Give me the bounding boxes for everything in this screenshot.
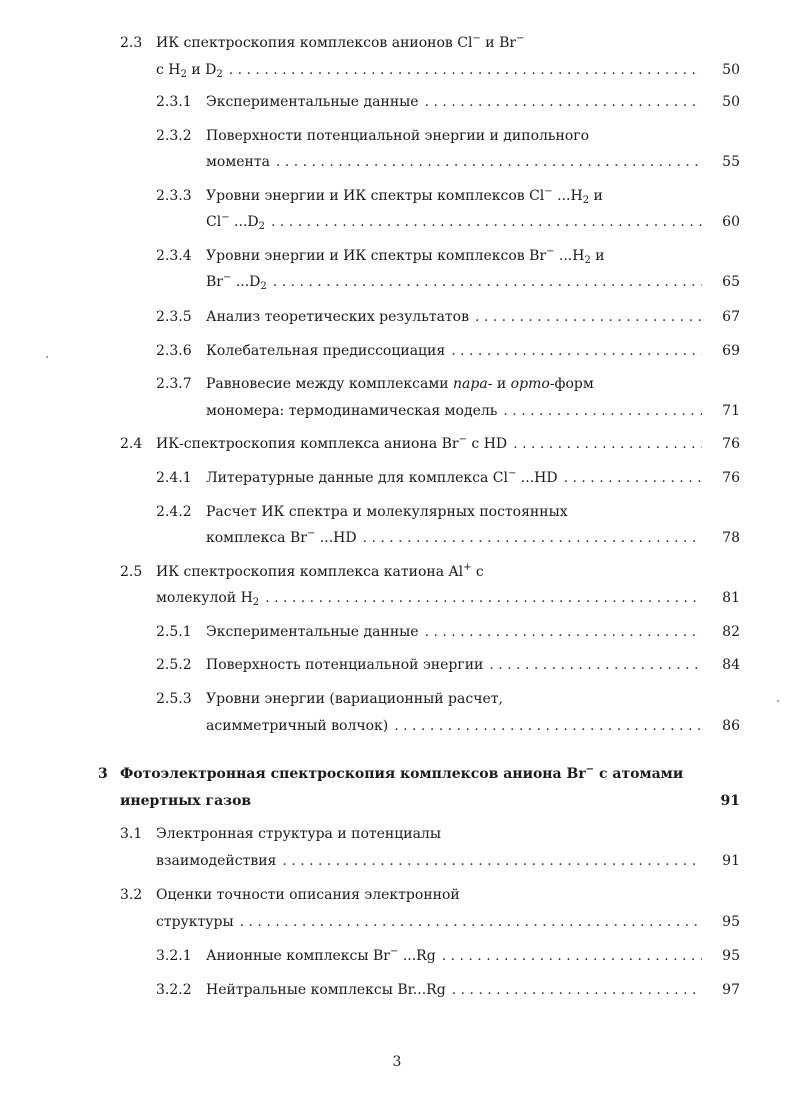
dot-leader: [425, 91, 702, 113]
page-number: 76: [722, 436, 740, 452]
toc-title-continued: структуры: [156, 914, 234, 930]
dot-leader: [229, 59, 702, 81]
toc-number: 2.5: [120, 564, 143, 580]
page-number: 95: [722, 948, 740, 964]
dot-leader: [265, 587, 702, 609]
toc-title: Литературные данные для комплекса Cl− ...HD: [206, 468, 558, 486]
toc-title-continued: мономера: термодинамическая модель: [206, 403, 498, 419]
dot-leader: [503, 400, 702, 422]
toc-title-continued: момента: [206, 154, 270, 170]
toc-number: 2.3.7: [156, 376, 192, 392]
toc-number: 2.3: [120, 35, 143, 51]
dot-leader: [442, 945, 702, 967]
toc-title-continued: инертных газов: [120, 793, 252, 809]
toc-title: Экспериментальные данные: [206, 94, 419, 110]
dot-leader: [240, 911, 702, 933]
toc-number: 2.3.2: [156, 128, 192, 144]
page-number: 67: [722, 309, 740, 325]
dot-leader: [475, 306, 702, 328]
toc-title: ИК-спектроскопия комплекса аниона Br− с HD: [156, 434, 508, 452]
toc-title: ИК спектроскопия комплексов анионов Cl− и Br−: [156, 33, 525, 51]
toc-title: Уровни энергии и ИК спектры комплексов Br− $...H_2$ и: [206, 246, 605, 266]
toc-number: 2.3.3: [156, 188, 192, 204]
toc-title: Расчет ИК спектра и молекулярных постоянных: [206, 504, 568, 520]
toc-number: 2.3.1: [156, 94, 192, 110]
toc-number: 2.4: [120, 436, 143, 452]
toc-number: 2.5.1: [156, 624, 192, 640]
toc-title: Электронная структура и потенциалы: [156, 826, 441, 842]
page-number: 78: [722, 530, 740, 546]
dot-leader: [394, 715, 702, 737]
toc-title: Анализ теоретических результатов: [206, 309, 469, 325]
toc-title-continued: Cl− $...D_2$: [206, 212, 265, 232]
toc-title: Анионные комплексы Br− ...Rg: [206, 946, 436, 964]
toc-number: 2.3.6: [156, 343, 192, 359]
toc-title-continued: взаимодействия: [156, 853, 277, 869]
dot-leader: [451, 340, 702, 362]
toc-number: 3.2.2: [156, 982, 192, 998]
toc-number: 2.4.2: [156, 504, 192, 520]
page-number: 71: [722, 403, 740, 419]
dot-leader: [513, 433, 702, 455]
toc-number: 2.5.3: [156, 691, 192, 707]
toc-title: Оценки точности описания электронной: [156, 887, 460, 903]
toc-title-continued: асимметричный волчок): [206, 718, 389, 734]
toc-title: ИК спектроскопия комплекса катиона Al+ с: [156, 562, 484, 580]
dot-leader: [425, 621, 702, 643]
scan-speck: [46, 356, 48, 358]
toc-title: Уровни энергии (вариационный расчет,: [206, 691, 503, 707]
dot-leader: [564, 467, 702, 489]
page-number: 95: [722, 914, 740, 930]
page-number: 69: [722, 343, 740, 359]
page-number: 76: [722, 470, 740, 486]
toc-title: Уровни энергии и ИК спектры комплексов Cl− $...H_2$ и: [206, 186, 603, 206]
toc-title: Равновесие между комплексами пара- и орто-форм: [206, 376, 594, 392]
toc-title-continued: с $H_2$ и $D_2$: [156, 62, 223, 80]
dot-leader: [271, 211, 702, 233]
page-number-footer: 3: [392, 1054, 402, 1070]
dot-leader: [273, 271, 702, 293]
page-number: 50: [722, 94, 740, 110]
toc-title-continued: молекулой $H_2$: [156, 590, 260, 608]
dot-leader: [282, 850, 702, 872]
toc-title: Экспериментальные данные: [206, 624, 419, 640]
page-number: 55: [722, 154, 740, 170]
page-number: 82: [722, 624, 740, 640]
toc-number: 2.3.5: [156, 309, 192, 325]
dot-leader: [452, 979, 702, 1001]
toc-title: Поверхности потенциальной энергии и дипольного: [206, 128, 590, 144]
toc-number: 2.4.1: [156, 470, 192, 486]
toc-title: Нейтральные комплексы Br...Rg: [206, 982, 446, 998]
toc-title-continued: комплекса Br− ...HD: [206, 528, 357, 546]
page-number: 97: [722, 982, 740, 998]
toc-title: Колебательная предиссоциация: [206, 343, 446, 359]
scan-speck: [777, 700, 779, 702]
page-number: 81: [722, 590, 740, 606]
page-number: 60: [722, 214, 740, 230]
toc-number: 3: [98, 766, 108, 782]
dot-leader: [489, 654, 702, 676]
toc-number: 2.5.2: [156, 657, 192, 673]
dot-leader: [363, 527, 702, 549]
dot-leader: [276, 151, 702, 173]
page-number: 65: [722, 274, 740, 290]
toc-number: 3.1: [120, 826, 143, 842]
toc-number: 2.3.4: [156, 248, 192, 264]
page-number: 91: [722, 853, 740, 869]
toc-number: 3.2.1: [156, 948, 192, 964]
toc-title-continued: Br− $...D_2$: [206, 272, 267, 292]
toc-title: Поверхность потенциальной энергии: [206, 657, 484, 673]
toc-number: 3.2: [120, 887, 143, 903]
page-number: 91: [720, 793, 740, 809]
toc-title: Фотоэлектронная спектроскопия комплексов аниона Br− с атомами: [120, 764, 684, 782]
page-number: 86: [722, 718, 740, 734]
page-number: 84: [722, 657, 740, 673]
page-number: 50: [722, 62, 740, 78]
